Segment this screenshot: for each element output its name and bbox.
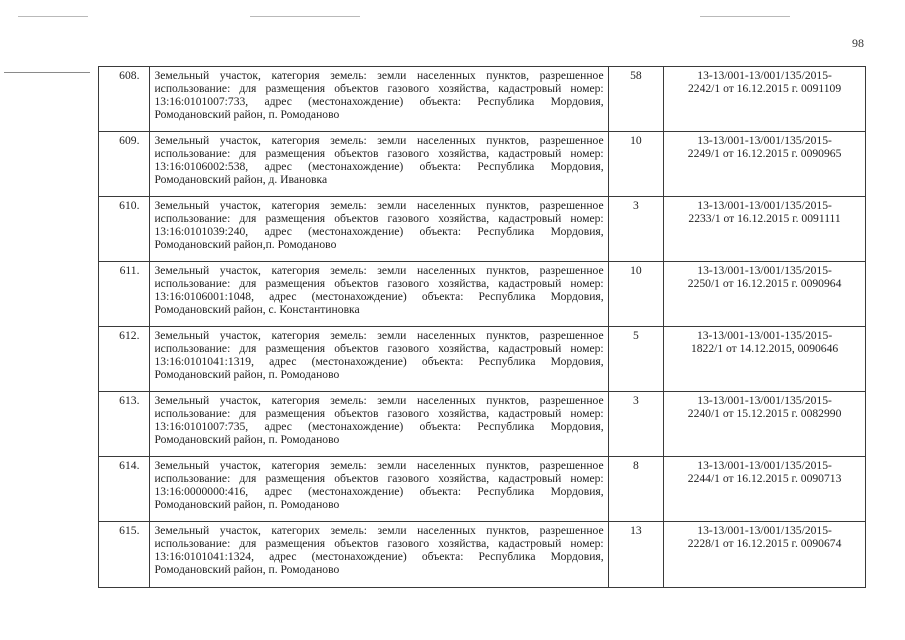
row-number: 613. [99, 392, 150, 457]
property-description: Земельный участок, категория земель: земли населенных пунктов, разрешенное использование: для размещения объектов газового хозяйства, кадастровый номер: 13:16:0106002:538, адрес (местонахождение) объекта: Республика Мордовия, Ромодановский район, д. Ивановка [150, 132, 608, 197]
property-area: 8 [608, 457, 664, 522]
registration-record [664, 67, 866, 132]
row-number: 614. [99, 457, 150, 522]
row-number: 610. [99, 197, 150, 262]
property-description: Земельный участок, категория земель: земли населенных пунктов, разрешенное использование: для размещения объектов газового хозяйства, кадастровый номер: 13:16:0101039:240, адрес (местонахождение) объекта: Республика Мордовия, Ромодановский район,п. Ромоданово [150, 197, 608, 262]
property-area: 10 [608, 262, 664, 327]
property-description: Земельный участок, категория земель: земли населенных пунктов, разрешенное использование: для размещения объектов газового хозяйства, кадастровый номер: 13:16:0101007:735, адрес (местонахождение) объекта: Республика Мордовия, Ромодановский район, п. Ромоданово [150, 392, 608, 457]
scan-artifact [18, 16, 88, 17]
table-row [99, 522, 866, 588]
registration-number: 13-13/001-13/001/135/2015- [697, 459, 832, 472]
row-number: 611. [99, 262, 150, 327]
registration-number: 13-13/001-13/001-135/2015- [696, 329, 833, 342]
registration-date: 2233/1 от 16.12.2015 г. 0091111 [688, 212, 841, 225]
property-description: Земельный участок, категорих земель: земли населенных пунктов, разрешенное использование: для размещения объектов газового хозяйства, кадастровый номер: 13:16:0101041:1324, адрес (местонахождение) объекта: Республика Мордовия, Ромодановский район, п. Ромоданово [150, 522, 608, 588]
property-area: 10 [608, 132, 664, 197]
property-area: 5 [608, 327, 664, 392]
registration-date: 2244/1 от 16.12.2015 г. 0090713 [687, 472, 842, 485]
property-area: 3 [608, 392, 664, 457]
property-area: 3 [608, 197, 664, 262]
registration-date: 2242/1 от 16.12.2015 г. 0091109 [687, 82, 842, 95]
table-row [99, 132, 866, 197]
registration-record [664, 392, 866, 457]
table-row [99, 457, 866, 522]
registration-record [664, 132, 866, 197]
registration-number: 13-13/001-13/001/135/2015- [697, 69, 832, 82]
registration-number: 13-13/001-13/001/135/2015- [697, 134, 832, 147]
registration-number: 13-13/001-13/001/135/2015- [697, 524, 832, 537]
row-number: 615. [99, 522, 150, 588]
page-number: 98 [852, 36, 864, 50]
registration-number: 13-13/001-13/001/135/2015- [697, 264, 832, 277]
registration-record [664, 262, 866, 327]
registration-number: 13-13/001-13/001/135/2015- [697, 199, 832, 212]
row-number: 612. [99, 327, 150, 392]
registration-date: 2250/1 от 16.12.2015 г. 0090964 [687, 277, 842, 290]
property-description: Земельный участок, категория земель: земли населенных пунктов, разрешенное использование: для размещения объектов газового хозяйства, кадастровый номер: 13:16:0101007:733, адрес (местонахождение) объекта: Республика Мордовия, Ромодановский район, п. Ромоданово [150, 67, 608, 132]
table-row [99, 392, 866, 457]
registration-record [664, 457, 866, 522]
property-description: Земельный участок, категория земель: земли населенных пунктов, разрешенное использование: для размещения объектов газового хозяйства, кадастровый номер: 13:16:0101041:1319, адрес (местонахождение) объекта: Республика Мордовия, Ромодановский район, п. Ромоданово [150, 327, 608, 392]
row-number: 609. [99, 132, 150, 197]
table-row [99, 67, 866, 132]
scan-artifact [700, 16, 790, 17]
property-registry-table [98, 66, 866, 588]
registration-record [664, 197, 866, 262]
property-area: 58 [608, 67, 664, 132]
table-row [99, 327, 866, 392]
table-row [99, 197, 866, 262]
property-area: 13 [608, 522, 664, 588]
registration-date: 2249/1 от 16.12.2015 г. 0090965 [687, 147, 842, 160]
table-row [99, 262, 866, 327]
row-number: 608. [99, 67, 150, 132]
registration-date: 2228/1 от 16.12.2015 г. 0090674 [687, 537, 842, 550]
property-description: Земельный участок, категория земель: земли населенных пунктов, разрешенное использование: для размещения объектов газового хозяйства, кадастровый номер: 13:16:0000000:416, адрес (местонахождение) объекта: Республика Мордовия, Ромодановский район, п. Ромоданово [150, 457, 608, 522]
registration-date: 2240/1 от 15.12.2015 г. 0082990 [687, 407, 842, 420]
registration-record [664, 327, 866, 392]
registration-number: 13-13/001-13/001/135/2015- [697, 394, 832, 407]
property-description: Земельный участок, категория земель: земли населенных пунктов, разрешенное использование: для размещения объектов газового хозяйства, кадастровый номер: 13:16:0106001:1048, адрес (местонахождение) объекта: Республика Мордовия, Ромодановский район, с. Константиновка [150, 262, 608, 327]
registration-record [664, 522, 866, 588]
registration-date: 1822/1 от 14.12.2015, 0090646 [690, 342, 839, 355]
scan-artifact [250, 16, 360, 17]
scan-artifact [4, 72, 90, 73]
